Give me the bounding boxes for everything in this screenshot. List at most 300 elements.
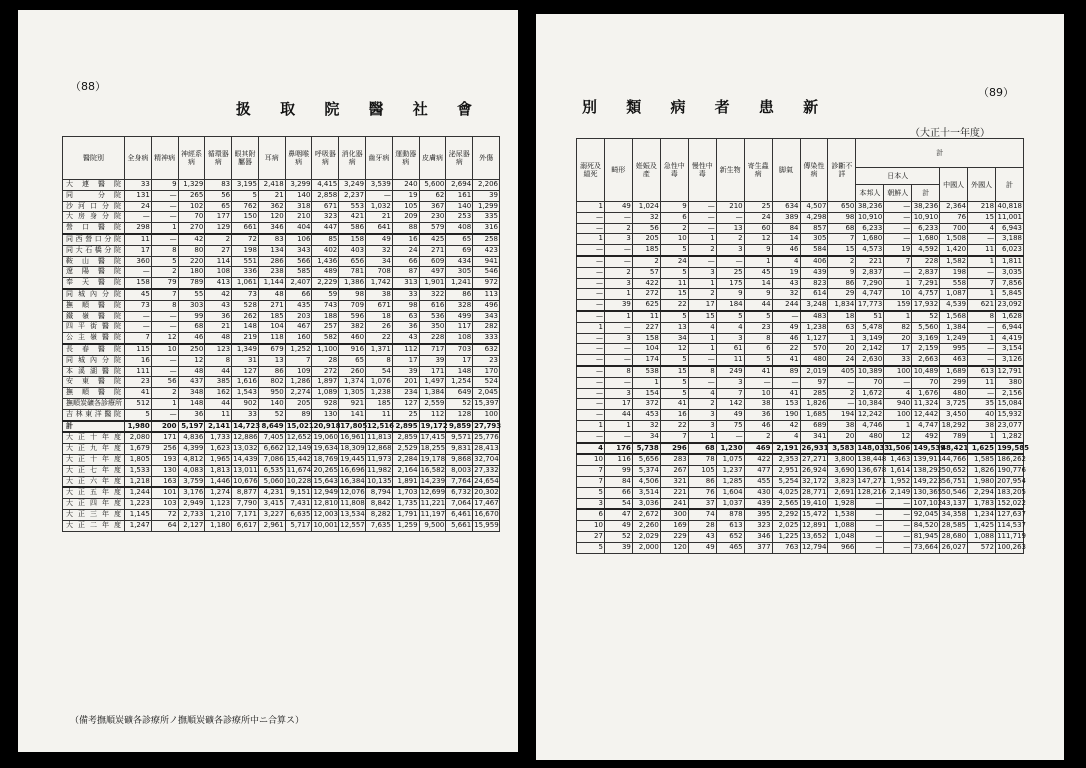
table-cell: 4,231 — [258, 487, 285, 498]
table-cell: 7 — [577, 476, 605, 487]
table-cell: 48 — [178, 366, 205, 377]
table-cell: 1,252 — [285, 344, 312, 355]
table-cell: 210 — [285, 212, 312, 223]
table-cell: 579 — [419, 223, 446, 234]
table-cell: 300 — [660, 509, 688, 520]
table-cell: 28,413 — [473, 444, 500, 455]
table-cell: 2,164 — [392, 465, 419, 476]
table-row — [63, 388, 500, 399]
table-cell: 1 — [744, 256, 772, 267]
table-cell: 2 — [151, 388, 178, 399]
table-row — [577, 410, 1024, 421]
table-cell: 92,045 — [912, 509, 940, 520]
table-cell: 305 — [446, 267, 473, 278]
table-cell: 86 — [688, 476, 716, 487]
table-cell: — — [856, 542, 884, 553]
table-cell: 1,508 — [940, 234, 968, 245]
left-page — [18, 10, 518, 752]
table-cell: 11 — [716, 355, 744, 366]
table-cell: 1,425 — [968, 521, 996, 532]
table-cell: — — [688, 355, 716, 366]
table-cell: 2 — [660, 223, 688, 234]
table-cell: 78 — [688, 454, 716, 465]
table-cell: 4,757 — [912, 289, 940, 300]
table-cell: 258 — [473, 234, 500, 245]
table-cell: 1,826 — [968, 466, 996, 477]
table-row — [63, 377, 500, 388]
table-cell: 228 — [912, 256, 940, 267]
table-cell: 2,284 — [392, 454, 419, 465]
table-cell: 15 — [828, 245, 856, 256]
table-cell: 49 — [604, 202, 632, 213]
col-header: 循環器病 — [205, 137, 232, 180]
table-cell: 100,263 — [996, 542, 1024, 553]
table-cell: 2,858 — [312, 190, 339, 201]
table-cell: 1,254 — [446, 377, 473, 388]
table-cell: 102 — [178, 201, 205, 212]
table-cell: 763 — [772, 542, 800, 553]
table-cell: 18 — [828, 311, 856, 322]
table-cell: 17,415 — [419, 432, 446, 443]
table-cell: 80 — [178, 245, 205, 256]
table-cell: 200 — [151, 421, 178, 433]
table-cell: 8,877 — [232, 487, 259, 498]
year-row — [63, 487, 500, 498]
table-cell: 7,290 — [856, 278, 884, 289]
table-cell: 377 — [744, 542, 772, 553]
table-cell: 8,282 — [366, 509, 393, 520]
table-cell: 656 — [339, 256, 366, 267]
table-cell: 5 — [577, 542, 605, 553]
table-cell: 69 — [446, 245, 473, 256]
table-row — [63, 256, 500, 267]
table-cell: 4 — [688, 322, 716, 333]
table-cell: 8,649 — [258, 421, 285, 433]
table-cell: 198 — [232, 245, 259, 256]
table-cell: 7 — [716, 388, 744, 399]
table-cell: 11 — [125, 234, 152, 245]
table-cell: 18 — [366, 311, 393, 322]
table-cell: 23 — [473, 355, 500, 366]
row-label: 撫順醫院 — [63, 300, 125, 311]
table-cell: 75 — [716, 420, 744, 431]
table-cell: 1,225 — [772, 531, 800, 542]
table-cell: 79 — [151, 278, 178, 289]
table-cell: 12,149 — [285, 444, 312, 455]
table-cell: 650 — [828, 202, 856, 213]
table-cell: 4,083 — [178, 465, 205, 476]
table-cell: 12,699 — [419, 487, 446, 498]
table-cell: 3,188 — [996, 234, 1024, 245]
table-cell: — — [856, 521, 884, 532]
table-cell: 3,154 — [996, 344, 1024, 355]
table-cell: — — [716, 431, 744, 442]
table-cell: 33 — [232, 409, 259, 420]
table-cell: 84,520 — [912, 521, 940, 532]
table-cell: 244 — [772, 300, 800, 311]
table-cell: 1,811 — [996, 256, 1024, 267]
table-cell: 12,949 — [312, 487, 339, 498]
table-cell: 2,529 — [392, 444, 419, 455]
table-cell: 335 — [473, 212, 500, 223]
table-cell: 134 — [258, 245, 285, 256]
table-cell: 2,019 — [800, 366, 828, 377]
table-cell: 140 — [446, 201, 473, 212]
table-cell: 8 — [604, 366, 632, 377]
table-cell: 17,467 — [473, 499, 500, 510]
table-row — [63, 201, 500, 212]
table-cell: 35 — [968, 399, 996, 410]
row-label: 大正九年度 — [63, 444, 125, 455]
table-cell: 3 — [688, 410, 716, 421]
table-cell: 72 — [151, 509, 178, 520]
table-cell: 68 — [688, 443, 716, 455]
table-cell: 941 — [473, 256, 500, 267]
table-cell: 230 — [419, 212, 446, 223]
table-cell: 43 — [772, 278, 800, 289]
table-cell: 4 — [772, 431, 800, 442]
col-header: 全身病 — [125, 137, 152, 180]
col-header: 耳病 — [258, 137, 285, 180]
table-cell: 1,680 — [912, 234, 940, 245]
table-cell: 1,100 — [312, 344, 339, 355]
table-cell: 42 — [772, 420, 800, 431]
table-cell: 1,680 — [856, 234, 884, 245]
table-cell: — — [604, 256, 632, 267]
table-cell: 19,178 — [419, 454, 446, 465]
table-row — [63, 355, 500, 366]
table-cell: 709 — [339, 300, 366, 311]
table-cell: 13 — [716, 223, 744, 234]
table-cell: 489 — [312, 267, 339, 278]
table-cell: — — [577, 399, 605, 410]
table-cell: — — [577, 267, 605, 278]
table-cell: 10,676 — [232, 476, 259, 487]
table-cell: 8 — [205, 355, 232, 366]
table-cell: 1,506 — [884, 443, 912, 455]
table-cell: 321 — [660, 476, 688, 487]
table-cell: 207,954 — [996, 476, 1024, 487]
table-cell: 34 — [366, 256, 393, 267]
year-row — [63, 454, 500, 465]
row-label: 同 分院 — [63, 190, 125, 201]
table-cell: 700 — [940, 223, 968, 234]
table-cell: — — [151, 409, 178, 420]
total-row — [577, 443, 1024, 455]
table-cell: 39 — [473, 190, 500, 201]
table-cell: 175 — [716, 278, 744, 289]
table-cell: 3,539 — [366, 180, 393, 191]
row-label: 大正六年度 — [63, 476, 125, 487]
table-cell: 8 — [366, 355, 393, 366]
table-cell: 36 — [178, 409, 205, 420]
table-cell: 1,965 — [205, 454, 232, 465]
table-cell: 11,674 — [285, 465, 312, 476]
table-cell: — — [577, 256, 605, 267]
table-cell: — — [884, 521, 912, 532]
table-cell: 1,436 — [312, 256, 339, 267]
table-cell: 1,980 — [968, 476, 996, 487]
table-cell: 24 — [660, 256, 688, 267]
table-cell: 323 — [744, 521, 772, 532]
table-cell: 558 — [940, 278, 968, 289]
table-cell: 6,635 — [285, 509, 312, 520]
table-cell: 52 — [604, 531, 632, 542]
table-row — [577, 377, 1024, 388]
table-cell: 8 — [744, 333, 772, 344]
table-cell: 194 — [828, 410, 856, 421]
table-cell: 148 — [446, 366, 473, 377]
table-cell: 9 — [744, 245, 772, 256]
table-cell: 1,783 — [968, 498, 996, 509]
table-cell: 5 — [660, 311, 688, 322]
table-cell: 469 — [744, 443, 772, 455]
col-header: 醫院別 — [63, 137, 125, 180]
table-cell: 1,076 — [366, 377, 393, 388]
table-cell: 98 — [392, 300, 419, 311]
table-cell: 15,959 — [473, 520, 500, 531]
table-cell: 28,771 — [800, 487, 828, 498]
table-cell: 86 — [828, 278, 856, 289]
table-row — [63, 212, 500, 223]
table-cell: 465 — [716, 542, 744, 553]
table-cell: 1,826 — [800, 399, 828, 410]
table-cell: 42 — [178, 234, 205, 245]
table-cell: 2,859 — [392, 432, 419, 443]
table-cell: 199,585 — [996, 443, 1024, 455]
table-cell: 50,652 — [940, 466, 968, 477]
row-label: 計 — [63, 421, 125, 433]
table-cell: 138,292 — [912, 466, 940, 477]
row-label: 奉天醫院 — [63, 278, 125, 289]
table-cell: 46 — [178, 333, 205, 344]
table-cell: 8,794 — [366, 487, 393, 498]
table-cell: — — [577, 333, 605, 344]
table-cell: 20 — [884, 333, 912, 344]
table-cell: 12,003 — [312, 509, 339, 520]
table-cell: 162 — [205, 388, 232, 399]
table-cell: 1,037 — [716, 498, 744, 509]
table-row — [577, 399, 1024, 410]
table-cell: 5 — [660, 267, 688, 278]
table-cell: 184 — [716, 300, 744, 311]
table-cell: 41 — [660, 399, 688, 410]
table-cell: 185 — [258, 311, 285, 322]
table-cell: 9 — [744, 289, 772, 300]
table-cell: 70 — [912, 377, 940, 388]
table-cell: 3 — [604, 388, 632, 399]
table-cell: 56 — [205, 190, 232, 201]
table-cell: 129 — [205, 223, 232, 234]
table-cell: 7,064 — [446, 499, 473, 510]
table-cell: 2,229 — [312, 278, 339, 289]
table-cell: 5,600 — [419, 180, 446, 191]
table-cell: 201 — [392, 377, 419, 388]
table-cell: 43 — [205, 300, 232, 311]
table-cell: 271 — [419, 245, 446, 256]
table-cell: 123 — [205, 344, 232, 355]
table-cell: 1 — [604, 311, 632, 322]
table-cell: — — [744, 377, 772, 388]
table-cell: 966 — [828, 542, 856, 553]
table-cell: 4,747 — [912, 420, 940, 431]
table-cell: 70 — [856, 377, 884, 388]
table-cell: 130 — [151, 465, 178, 476]
table-cell: 413 — [205, 278, 232, 289]
table-cell: 582 — [312, 333, 339, 344]
table-cell: 671 — [312, 201, 339, 212]
table-cell: — — [604, 377, 632, 388]
table-cell: — — [688, 256, 716, 267]
table-cell: 422 — [632, 278, 660, 289]
table-cell: 16,670 — [473, 509, 500, 520]
table-cell: 31 — [232, 355, 259, 366]
table-cell: 5,656 — [632, 454, 660, 465]
table-cell: — — [577, 278, 605, 289]
table-cell: 538 — [632, 366, 660, 377]
table-cell: 221 — [856, 256, 884, 267]
table-cell: 7,171 — [232, 509, 259, 520]
col-header: 傳染性病 — [800, 139, 828, 202]
table-cell: 3 — [716, 333, 744, 344]
table-cell: 1,533 — [125, 465, 152, 476]
table-cell: 12,891 — [800, 521, 828, 532]
table-cell: 159 — [884, 300, 912, 311]
table-cell: 34 — [632, 431, 660, 442]
table-cell: 406 — [800, 256, 828, 267]
table-cell: 1,088 — [828, 521, 856, 532]
table-cell: 512 — [125, 398, 152, 409]
table-cell: 1,374 — [339, 377, 366, 388]
table-cell: 10,135 — [366, 476, 393, 487]
table-cell: 18,769 — [312, 454, 339, 465]
table-cell: 7,405 — [258, 432, 285, 443]
table-cell: 105 — [688, 466, 716, 477]
table-cell: 2,837 — [912, 267, 940, 278]
table-cell: — — [856, 498, 884, 509]
table-cell: 38 — [828, 420, 856, 431]
table-cell: 283 — [660, 454, 688, 465]
table-cell: 16,961 — [339, 432, 366, 443]
table-cell: — — [856, 509, 884, 520]
table-cell: 8 — [151, 245, 178, 256]
table-cell: 250 — [178, 344, 205, 355]
table-cell: 112 — [392, 344, 419, 355]
table-cell: 130 — [312, 409, 339, 420]
table-cell: 2,191 — [772, 443, 800, 455]
table-cell: 367 — [419, 201, 446, 212]
col-header: 本邦人 — [856, 185, 884, 202]
table-cell: 928 — [312, 398, 339, 409]
table-cell: 4,812 — [178, 454, 205, 465]
table-cell: 10,389 — [856, 366, 884, 377]
table-cell: 1 — [604, 289, 632, 300]
table-cell: 10 — [884, 289, 912, 300]
col-header: 精神病 — [151, 137, 178, 180]
table-cell: 24 — [744, 212, 772, 223]
col-header: 呼吸器病 — [312, 137, 339, 180]
table-cell: 19,634 — [312, 444, 339, 455]
table-cell: 1,623 — [205, 444, 232, 455]
table-cell: 7,431 — [285, 499, 312, 510]
table-cell: — — [151, 322, 178, 333]
table-cell: 4,025 — [772, 487, 800, 498]
table-cell: 1 — [632, 377, 660, 388]
table-cell: 372 — [632, 399, 660, 410]
table-cell: 21 — [205, 322, 232, 333]
table-cell: 1,286 — [285, 377, 312, 388]
table-cell: 20,918 — [312, 421, 339, 433]
table-row — [577, 289, 1024, 300]
table-row — [577, 223, 1024, 234]
table-cell: 38 — [366, 289, 393, 300]
col-header: 脚氣 — [772, 139, 800, 202]
table-cell: 13,652 — [800, 531, 828, 542]
table-cell: 480 — [856, 431, 884, 442]
table-cell: 113 — [473, 289, 500, 300]
col-header: 診斷不詳 — [828, 139, 856, 202]
table-cell: 11 — [968, 245, 996, 256]
table-cell: 12,868 — [366, 444, 393, 455]
table-cell: 89 — [772, 366, 800, 377]
table-cell: 9,868 — [446, 454, 473, 465]
table-cell: 5 — [716, 311, 744, 322]
table-cell: 170 — [473, 366, 500, 377]
table-cell: 7 — [577, 466, 605, 477]
table-cell: 17 — [604, 399, 632, 410]
table-cell: 46 — [744, 420, 772, 431]
table-cell: — — [884, 542, 912, 553]
table-cell: 26 — [366, 322, 393, 333]
table-cell: — — [968, 344, 996, 355]
table-cell: 105 — [392, 201, 419, 212]
page-title: 扱 取 院 醫 社 會 — [235, 100, 484, 118]
table-cell: — — [604, 245, 632, 256]
table-cell: 34 — [660, 333, 688, 344]
row-label: 遼陽醫院 — [63, 267, 125, 278]
year-row — [577, 454, 1024, 465]
table-cell: 6,535 — [258, 465, 285, 476]
table-cell: 120 — [258, 212, 285, 223]
table-cell: 385 — [205, 377, 232, 388]
table-cell: 14 — [744, 278, 772, 289]
table-cell: 220 — [178, 256, 205, 267]
table-cell: 3,823 — [828, 476, 856, 487]
table-cell: 28 — [688, 521, 716, 532]
table-cell: 256 — [151, 444, 178, 455]
table-cell: 17,932 — [912, 300, 940, 311]
table-cell: 3,195 — [232, 180, 259, 191]
table-cell: 2,565 — [772, 498, 800, 509]
table-cell: 5 — [232, 190, 259, 201]
table-cell: 108 — [446, 333, 473, 344]
table-cell: 346 — [258, 223, 285, 234]
table-cell: 536 — [419, 311, 446, 322]
table-cell: 6,233 — [912, 223, 940, 234]
table-cell: 39 — [604, 300, 632, 311]
table-cell: 6 — [660, 212, 688, 223]
table-cell: 9,500 — [419, 520, 446, 531]
table-cell: 3,176 — [178, 487, 205, 498]
table-cell: 425 — [419, 234, 446, 245]
table-cell: 73 — [232, 289, 259, 300]
table-cell: 1 — [577, 234, 605, 245]
table-cell: 38 — [968, 420, 996, 431]
table-cell: 878 — [716, 509, 744, 520]
table-cell: 348 — [178, 388, 205, 399]
table-cell: 1 — [968, 333, 996, 344]
table-cell: 238 — [258, 267, 285, 278]
